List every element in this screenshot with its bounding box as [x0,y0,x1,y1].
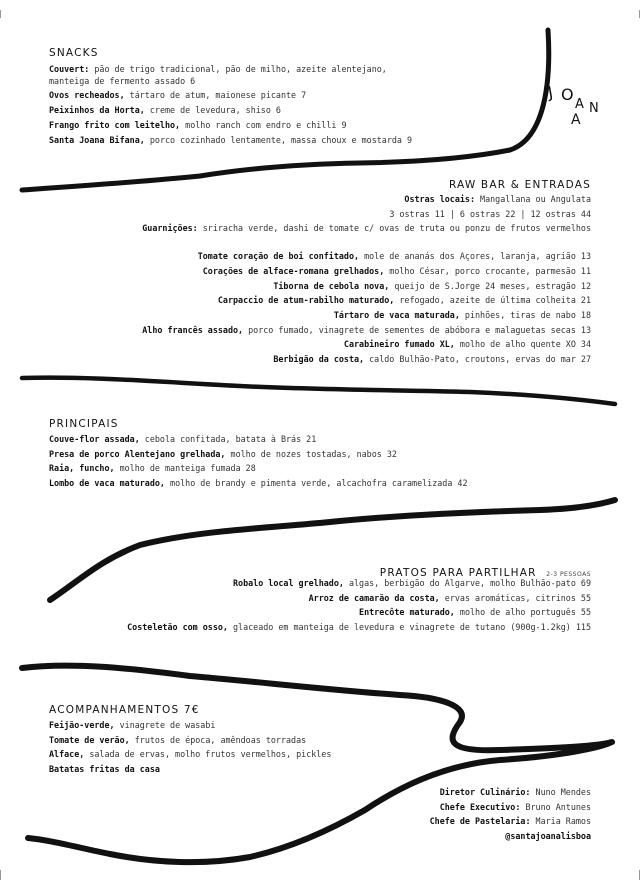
menu-item [142,337,591,352]
item-desc: molho de brandy e pimenta verde, alcachofra caramelizada 42 [164,478,468,489]
oysters-prices [142,207,591,222]
menu-item [142,308,591,323]
item-name: Lombo de vaca maturado, [49,478,165,489]
item-name: Arroz de camarão da costa, [308,592,440,603]
menu-item [142,249,591,264]
menu-item [142,323,591,338]
item-desc: vinagrete de wasabi [114,720,216,730]
credit-line [430,800,591,815]
item-desc: tártaro de atum, maionese picante 7 [124,90,307,101]
section-title-raw-bar: RAW BAR & ENTRADAS [448,179,591,191]
credit-person: Bruno Antunes [520,801,591,812]
item-name: Ostras locais: [404,194,476,204]
menu-item [142,279,591,294]
item-desc: ervas aromáticas, citrinos 55 [439,592,591,603]
garnish-line [142,221,591,236]
item-desc: pinhões, tiras de nabo 18 [459,309,591,320]
item-desc: molho de manteiga fumada 28 [114,463,256,474]
section-title-acompanhamentos: ACOMPANHAMENTOS 7€ [49,704,200,716]
item-desc: molho César, porco crocante, parmesão 11 [384,265,591,276]
item-desc: frutos de época, amêndoas torradas [129,734,307,745]
item-desc: sriracha verde, dashi de tomate c/ ovas de truta ou ponzu de frutos vermelhos [197,223,591,234]
portion-note: 2-3 PESSOAS [546,571,591,578]
credit-line [430,785,591,800]
menu-item [49,432,468,447]
svg-text:A: A [575,97,584,112]
acompanhamentos-list [49,718,331,777]
item-name: Santa Joana Bifana, [49,134,145,145]
joana-logo [545,78,605,133]
item-desc: porco fumado, vinagrete de sementes de abóbora e malaguetas secas 13 [243,324,591,335]
brush-stroke-2 [22,378,615,404]
credit-role: Chefe Executivo: [439,801,521,812]
item-name: Corações de alface-romana grelhados, [202,265,385,276]
menu-item [127,605,591,620]
item-name: Tomate de verão, [49,734,130,745]
item-desc: algas, berbigão do Algarve, molho Bulhão-pato 69 [343,578,591,588]
item-name: Frango frito com leitelho, [49,119,181,130]
section-title-partilhar: PRATOS PARA PARTILHAR [379,567,537,579]
menu-item [142,352,591,367]
item-desc: molho de alho português 55 [454,607,591,618]
menu-item [49,718,331,733]
section-title-snacks: SNACKS [49,47,99,59]
item-desc: queijo de S.Jorge 24 meses, estragão 12 [389,280,591,291]
menu-item [127,620,591,635]
menu-item [127,576,591,591]
item-desc: molho ranch com endro e chilli 9 [180,119,347,130]
menu-item [49,762,331,777]
raw-bar-list [142,192,591,367]
item-desc: mole de ananás dos Açores, laranja, agrião 13 [359,251,591,262]
social-handle [430,829,591,844]
credit-role: Chefe de Pastelaria: [429,816,531,827]
item-name: Peixinhos da Horta, [49,105,145,116]
menu-item [49,118,412,133]
credit-line [430,814,591,829]
item-name: Guarnições: [142,223,198,234]
menu-item [49,747,331,762]
item-desc: creme de levedura, shiso 6 [144,105,281,116]
menu-item [49,103,412,118]
item-name: Tomate coração de boi confitado, [197,251,360,262]
menu-item [49,476,468,491]
item-name: Raia, funcho, [49,463,115,474]
item-desc: molho de alho quente XO 34 [454,339,591,350]
item-desc: refogado, azeite de última colheita 21 [394,295,591,306]
svg-text:J: J [546,82,555,102]
item-name: Carpaccio de atum-rabilho maturado, [217,295,395,306]
menu-item [49,447,468,462]
svg-text:O: O [561,85,574,104]
item-name: Tiborna de cebola nova, [273,280,390,291]
item-name: Alho francês assado, [142,324,244,335]
item-desc: glaceado em manteiga de levedura e vinagrete de tutano (900g-1.2kg) 115 [227,622,591,633]
principais-list [49,432,468,491]
partilhar-list [127,576,591,635]
item-name: Presa de porco Alentejano grelhada, [49,448,226,459]
item-name: Berbigão da costa, [273,354,365,365]
item-desc: pão de trigo tradicional, pão de milho, azeite alentejano, [89,64,387,74]
item-name: Batatas fritas da casa [49,764,160,775]
item-desc: cebola confitada, batata à Brás 21 [139,434,317,444]
credit-person: Nuno Mendes [530,787,591,797]
oysters-line [142,192,591,207]
svg-text:N: N [589,101,599,116]
instagram-handle: @santajoanalisboa [505,831,591,842]
item-desc: caldo Bulhão-Pato, croutons, ervas do mar 27 [364,354,591,365]
item-name: Alface, [49,749,85,760]
snacks-list [49,62,412,147]
menu-item [49,733,331,748]
menu-item [49,88,412,103]
menu-item [49,461,468,476]
item-name: Robalo local grelhado, [232,578,344,588]
section-title-principais: PRINCIPAIS [49,418,119,430]
credit-role: Diretor Culinário: [439,787,531,797]
item-desc: porco cozinhado lentamente, massa choux e mostarda 9 [144,134,413,145]
item-name: Couve-flor assada, [49,434,140,444]
menu-item [49,133,412,148]
menu-item [127,591,591,606]
menu-item [142,264,591,279]
credit-person: Maria Ramos [530,816,591,827]
item-desc: Mangallana ou Angulata [475,194,591,204]
svg-text:A: A [571,112,581,128]
item-name: Feijão-verde, [49,720,115,730]
item-desc: 3 ostras 11 | 6 ostras 22 | 12 ostras 44 [389,208,591,219]
item-desc: molho de nozes tostadas, nabos 32 [225,448,397,459]
menu-item [142,293,591,308]
item-name: Couvert: [49,64,90,74]
item-desc: salada de ervas, molho frutos vermelhos, pickles [84,749,332,760]
item-name: Carabineiro fumado XL, [343,339,455,350]
item-name: Entrecôte maturado, [359,607,455,618]
item-desc: manteiga de fermento assado 6 [49,75,196,86]
item-name: Ovos recheados, [49,90,125,101]
item-name: Costeletão com osso, [127,622,228,633]
item-name: Tártaro de vaca maturada, [333,309,460,320]
credits [430,785,591,844]
